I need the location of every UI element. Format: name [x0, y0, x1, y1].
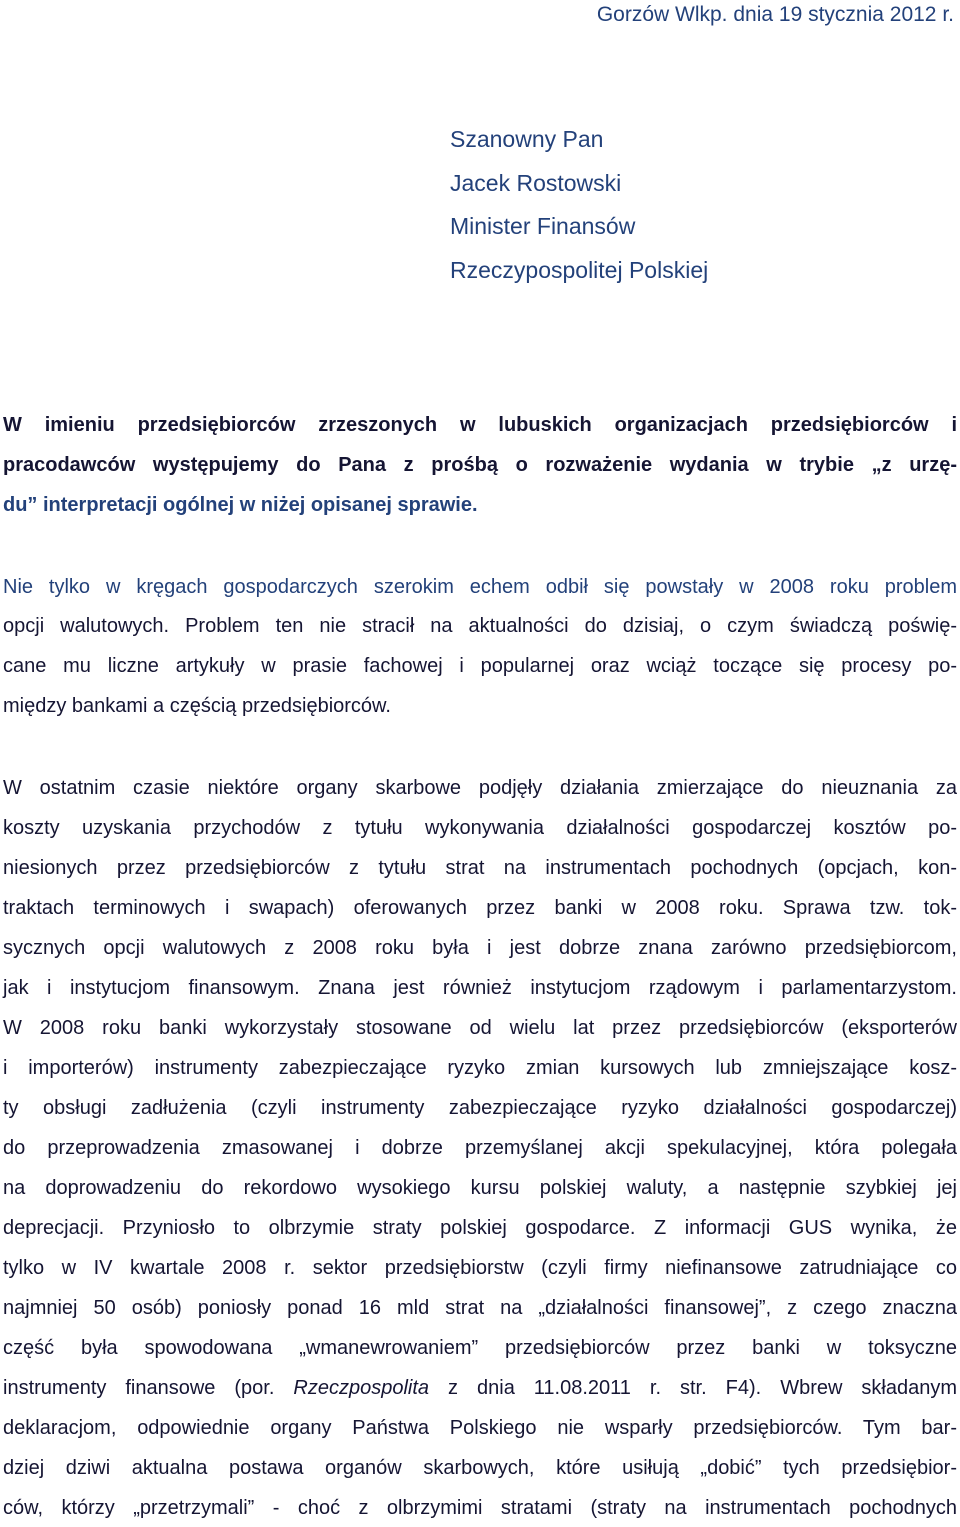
paragraph1-line: cane mu liczne artykuły w prasie fachowej i popularnej oraz wciąż toczące się procesy po- [3, 655, 957, 677]
paragraph2-line: do przeprowadzenia zmasowanej i dobrze przemyślanej akcji spekulacyjnej, która polegała [3, 1137, 957, 1159]
paragraph2-line: niesionych przez przedsiębiorców z tytułu strat na instrumentach pochodnych (opcjach, kon- [3, 857, 957, 879]
line-text: z dnia 11.08.2011 r. str. F4). Wbrew składanym [448, 1377, 957, 1399]
addressee-block [450, 118, 708, 292]
paragraph2-line: jak i instytucjom finansowym. Znana jest również instytucjom rządowym i parlamentarzystom. [3, 977, 957, 999]
paragraph2-line [3, 1376, 957, 1400]
paragraph2-line: W ostatnim czasie niektóre organy skarbowe podjęły działania zmierzające do nieuznania za [3, 777, 957, 799]
paragraph2-line: koszty uzyskania przychodów z tytułu wykonywania działalności gospodarczej kosztów po- [3, 817, 957, 839]
paragraph2-line: traktach terminowych i swapach) oferowanych przez banki w 2008 roku. Sprawa tzw. tok- [3, 897, 957, 919]
paragraph2-line: sycznych opcji walutowych z 2008 roku była i jest dobrze znana zarówno przedsiębiorcom, [3, 937, 957, 959]
intro-line: du” interpretacji ogólnej w niżej opisanej sprawie. [3, 494, 478, 516]
addressee-salutation: Szanowny Pan [450, 126, 604, 152]
paragraph2-line: deklaracjom, odpowiednie organy Państwa Polskiego nie wsparły przedsiębiorców. Tym bar- [3, 1417, 957, 1439]
addressee-title: Minister Finansów [450, 213, 636, 239]
intro-line: pracodawców występujemy do Pana z prośbą o rozważenie wydania w trybie „z urzę- [3, 454, 957, 476]
line-text: instrumenty finansowe (por. [3, 1377, 275, 1399]
paragraph2-line: deprecjacji. Przyniosło to olbrzymie straty polskiej gospodarce. Z informacji GUS wynika, że [3, 1217, 957, 1239]
paragraph2-line: tylko w IV kwartale 2008 r. sektor przedsiębiorstw (czyli firmy niefinansowe zatrudniające co [3, 1257, 957, 1279]
paragraph2-line: dziej dziwi aktualna postawa organów skarbowych, które usiłują „dobić” tych przedsiębior- [3, 1457, 957, 1479]
letter-date: Gorzów Wlkp. dnia 19 stycznia 2012 r. [596, 3, 954, 26]
paragraph2-line: i importerów) instrumenty zabezpieczające ryzyko zmian kursowych lub zmniejszające kosz- [3, 1057, 957, 1079]
intro-line: W imieniu przedsiębiorców zrzeszonych w lubuskich organizacjach przedsiębiorców i [3, 414, 957, 436]
paragraph2-line: na doprowadzeniu do rekordowo wysokiego kursu polskiej waluty, a następnie szybkiej jej [3, 1177, 957, 1199]
paragraph2-line: W 2008 roku banki wykorzystały stosowane od wielu lat przez przedsiębiorców (eksporterów [3, 1017, 957, 1039]
paragraph2-line: część była spowodowana „wmanewrowaniem” przedsiębiorców przez banki w toksyczne [3, 1337, 957, 1359]
paragraph2-line: ty obsługi zadłużenia (czyli instrumenty zabezpieczające ryzyko działalności gospodarczej) [3, 1097, 957, 1119]
paragraph1-line: opcji walutowych. Problem ten nie stracił na aktualności do dzisiaj, o czym świadczą poświę- [3, 615, 957, 637]
paragraph1-line: Nie tylko w kręgach gospodarczych szerokim echem odbił się powstały w 2008 roku problem [3, 576, 957, 598]
paragraph2-line: ców, którzy „przetrzymali” - choć z olbrzymimi stratami (straty na instrumentach pochodnych [3, 1497, 957, 1519]
paragraph2-line: najmniej 50 osób) poniosły ponad 16 mld strat na „działalności finansowej”, z czego znaczna [3, 1297, 957, 1319]
addressee-name: Jacek Rostowski [450, 169, 622, 196]
cited-newspaper: Rzeczpospolita [293, 1377, 430, 1399]
paragraph1-line: między bankami a częścią przedsiębiorców. [3, 695, 391, 717]
addressee-country: Rzeczypospolitej Polskiej [450, 256, 709, 283]
